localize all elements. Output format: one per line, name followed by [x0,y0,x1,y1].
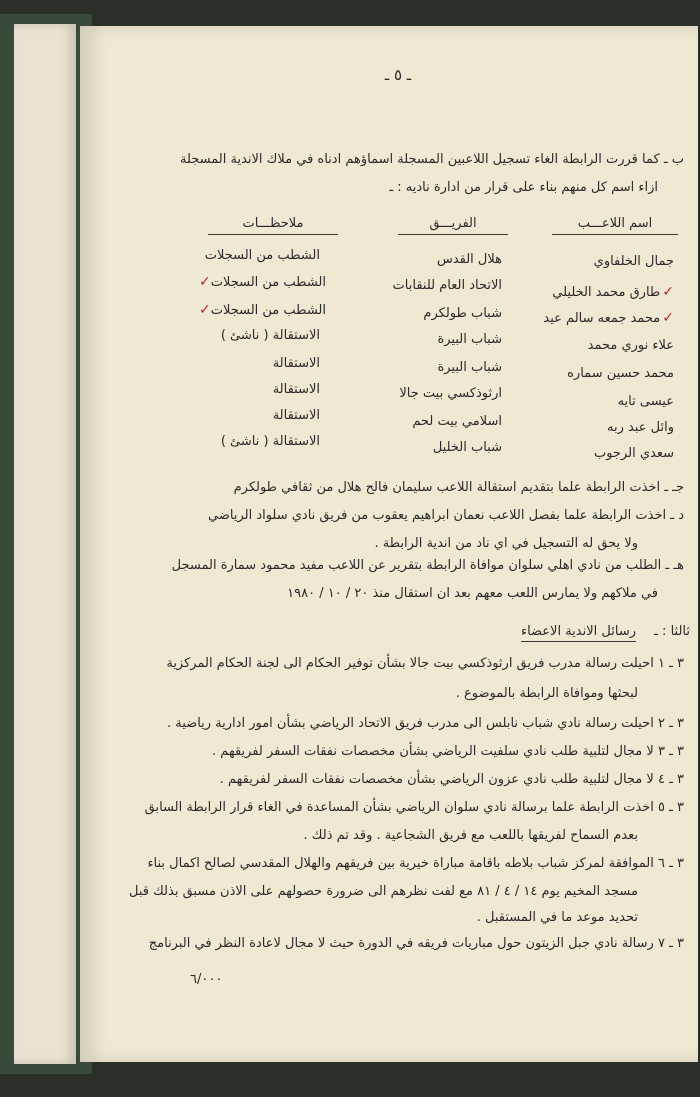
table-row-8-team: شباب الخليل [432,440,502,455]
item-3-6-line-3: تحديد موعد ما في المستقبل . [476,910,638,925]
section-number: ثالثا : ـ [654,624,690,639]
item-3-6-line-2: مسجد المخيم يوم ١٤ / ٤ / ٨١ مع لفت نظرهم الى ضرورة حصولهم على الاذن مسبق بذلك قبل [128,884,638,899]
column-header-notes: ملاحظـــات [208,216,338,235]
table-row-6-player: عيسى تايه [617,394,674,409]
intro-line-2: ازاء اسم كل منهم بناء على قرار من ادارة ناديه : ـ [389,180,658,195]
table-row-2-player [552,284,674,300]
item-d-line-2: ولا يحق له التسجيل في اي ناد من اندية الرابطة . [374,536,638,551]
item-3-4: ٣ ـ ٤ لا مجال لتلبية طلب نادي عزون الرياضي بشأن مخصصات نفقات السفر لفريقهم . [219,772,684,787]
table-row-2-notes-text: الشطب من السجلات [210,275,326,290]
table-row-5-team: شباب البيرة [437,360,502,375]
table-row-7-notes: الاستقالة [272,408,320,423]
table-row-2-notes [197,274,326,290]
check-mark-icon: ✓ [662,284,674,300]
table-row-6-notes: الاستقالة [272,382,320,397]
check-mark-icon: ✓ [198,274,211,290]
table-row-4-notes: الاستقالة ( ناشئ ) [220,328,320,343]
table-row-3-team: شباب طولكرم [423,306,502,321]
item-3-2: ٣ ـ ٢ احيلت رسالة نادي شباب نابلس الى مدرب فريق الاتحاد الرياضي بشأن امور ادارية رياضية . [167,716,684,731]
check-mark-icon: ✓ [198,302,211,318]
table-row-6-team: ارثوذكسي بيت جالا [399,386,502,401]
item-3-5-line-2: بعدم السماح لفريقها باللعب مع فريق الشجاعية . وقد تم ذلك . [303,828,638,843]
check-mark-icon: ✓ [662,310,674,326]
page-number: ـ ٥ ـ [384,66,412,84]
table-row-1-notes: الشطب من السجلات [204,248,320,263]
item-3-7: ٣ ـ ٧ رسالة نادي جبل الزيتون حول مباريات فريقه في الدورة حيث لا مجال لاعادة النظر في البرنامج [148,936,684,951]
table-row-5-player: محمد حسين سماره [567,366,674,381]
table-row-5-notes: الاستقالة [272,356,320,371]
item-3-1-line-1: ٣ ـ ١ احيلت رسالة مدرب فريق ارثوذكسي بيت جالا بشأن توفير الحكام الى لجنة الحكام المركزية [166,656,684,671]
item-3-6-line-1: ٣ ـ ٦ الموافقة لمركز شباب بلاطه باقامة مباراة خيرية بين فريقهم والهلال المقدسي لصالح اكمال بناء [147,856,684,871]
table-row-8-notes: الاستقالة ( ناشئ ) [220,434,320,449]
page-content [98,26,698,1062]
section-title: رسائل الاندية الاعضاء [521,624,636,642]
table-row-2-player-text: طارق محمد الخليلي [552,285,661,300]
item-3-5-line-1: ٣ ـ ٥ اخذت الرابطة علما برسالة نادي سلوان الرياضي بشأن المساعدة في الغاء قرار الرابطة السابق [144,800,684,815]
item-h-line-2: في ملاكهم ولا يمارس اللعب معهم بعد ان استقال منذ ٢٠ / ١٠ / ١٩٨٠ [287,586,658,601]
item-d-line-1: د ـ اخذت الرابطة علما بفصل اللاعب نعمان ابراهيم يعقوب من فريق نادي سلواد الرياضي [207,508,684,523]
table-row-1-player: جمال الخلفاوي [593,254,674,269]
table-row-7-team: اسلامي بيت لحم [412,414,502,429]
document-page [80,26,698,1062]
table-row-4-player: علاء نوري محمد [587,338,674,353]
item-3-3: ٣ ـ ٣ لا مجال لتلبية طلب نادي سلفيت الرياضي بشأن مخصصات نفقات السفر لفريقهم . [212,744,684,759]
column-header-team: الفريـــق [398,216,508,235]
table-row-8-player: سعدي الرجوب [593,446,674,461]
intro-line-1: ب ـ كما قررت الرابطة الغاء تسجيل اللاعبين المسجلة اسماؤهم ادناه في ملاك الاندية المسجلة [180,152,684,167]
table-row-3-notes [197,302,326,318]
table-row-1-team: هلال القدس [436,252,502,267]
table-row-2-team: الاتحاد العام للنقابات [392,278,502,293]
column-header-player: اسم اللاعـــب [552,216,678,235]
item-3-1-line-2: لبحثها وموافاة الرابطة بالموضوع . [455,686,638,701]
table-row-3-player [543,310,674,326]
item-h-line-1: هـ ـ الطلب من نادي اهلي سلوان موافاة الرابطة بتقرير عن اللاعب مفيد محمود سمارة المسجل [171,558,684,573]
table-row-4-team: شباب البيرة [437,332,502,347]
table-row-3-notes-text: الشطب من السجلات [210,303,326,318]
table-row-7-player: وائل عبد ربه [607,420,674,435]
table-row-3-player-text: محمد جمعه سالم عيد [543,311,661,326]
facing-page-edge [14,24,76,1064]
footer-code: ٦/٠٠٠ [190,972,223,987]
item-j: جـ ـ اخذت الرابطة علما بتقديم استقالة اللاعب سليمان فالح هلال من ثقافي طولكرم [233,480,684,495]
